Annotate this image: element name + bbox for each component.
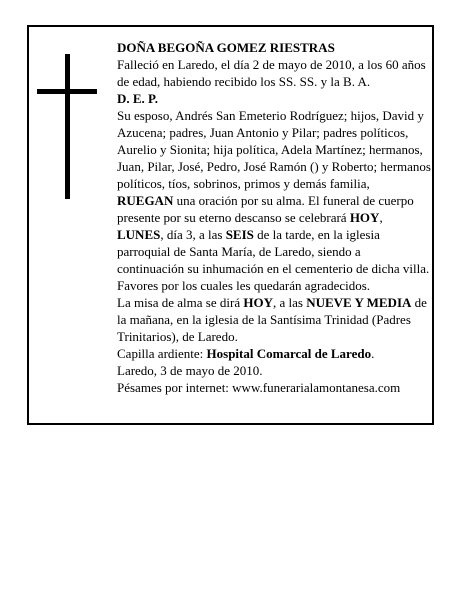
chapel-place: Hospital Comarcal de Laredo	[206, 346, 372, 361]
funeral-paragraph	[117, 192, 431, 294]
seis-text: SEIS	[225, 227, 254, 242]
condolences-line: Pésames por internet: www.funerarialamontanesa.com	[117, 380, 401, 395]
notice-text	[117, 39, 431, 396]
nueve-media-text: NUEVE Y MEDIA	[306, 295, 412, 310]
cross-horizontal-bar	[37, 89, 97, 94]
death-line: Falleció en Laredo, el día 2 de mayo de 2010, a los 60 años de edad, habiendo recibido los SS. SS. y la B. A.	[117, 57, 426, 89]
prayer-text-1: una oración por su alma. El funeral de cuerpo presente por su eterno descanso se celebrará	[117, 193, 414, 225]
hoy-text-2: HOY	[243, 295, 273, 310]
prayer-text-3: de la tarde, en la iglesia parroquial de Santa María, de Laredo, siendo a continuación su inhumación en el cementerio de dicha villa. Favores por los cuales les quedarán agradecidos.	[117, 227, 430, 293]
chapel-end: .	[371, 346, 375, 361]
cross-vertical-bar	[65, 54, 70, 199]
ruegan-text: RUEGAN	[117, 193, 174, 208]
obituary-notice	[27, 25, 434, 425]
mass-text-1: La misa de alma se dirá	[117, 295, 244, 310]
mass-paragraph	[117, 294, 431, 345]
prayer-text-2: , día 3, a las	[160, 227, 226, 242]
cross-icon	[37, 54, 97, 199]
deceased-name	[117, 39, 431, 56]
chapel-label: Capilla ardiente:	[117, 346, 207, 361]
mass-text-3: de la mañana, en la iglesia de la Santísima Trinidad (Padres Trinitarios), de Laredo.	[117, 295, 427, 344]
date-line: Laredo, 3 de mayo de 2010.	[117, 363, 263, 378]
chapel-line	[117, 345, 431, 362]
lunes-text: LUNES	[117, 227, 161, 242]
rip-line	[117, 90, 431, 107]
deceased-name-text: DOÑA BEGOÑA GOMEZ RIESTRAS	[117, 40, 335, 55]
mass-text-2: , a las	[272, 295, 307, 310]
hoy-text-1: HOY	[349, 210, 380, 225]
separator-text: ,	[379, 210, 383, 225]
family-list: Su esposo, Andrés San Emeterio Rodríguez; hijos, David y Azucena; padres, Juan Antonio y Pilar; padres políticos, Aurelio y Sionita; hija política, Adela Martínez; hermanos, Juan, Pilar, José, Pedro, José Ramón () y Roberto; hermanos políticos, tíos, sobrinos, primos y demás familia,	[117, 108, 431, 191]
rip-text: D. E. P.	[117, 91, 159, 106]
